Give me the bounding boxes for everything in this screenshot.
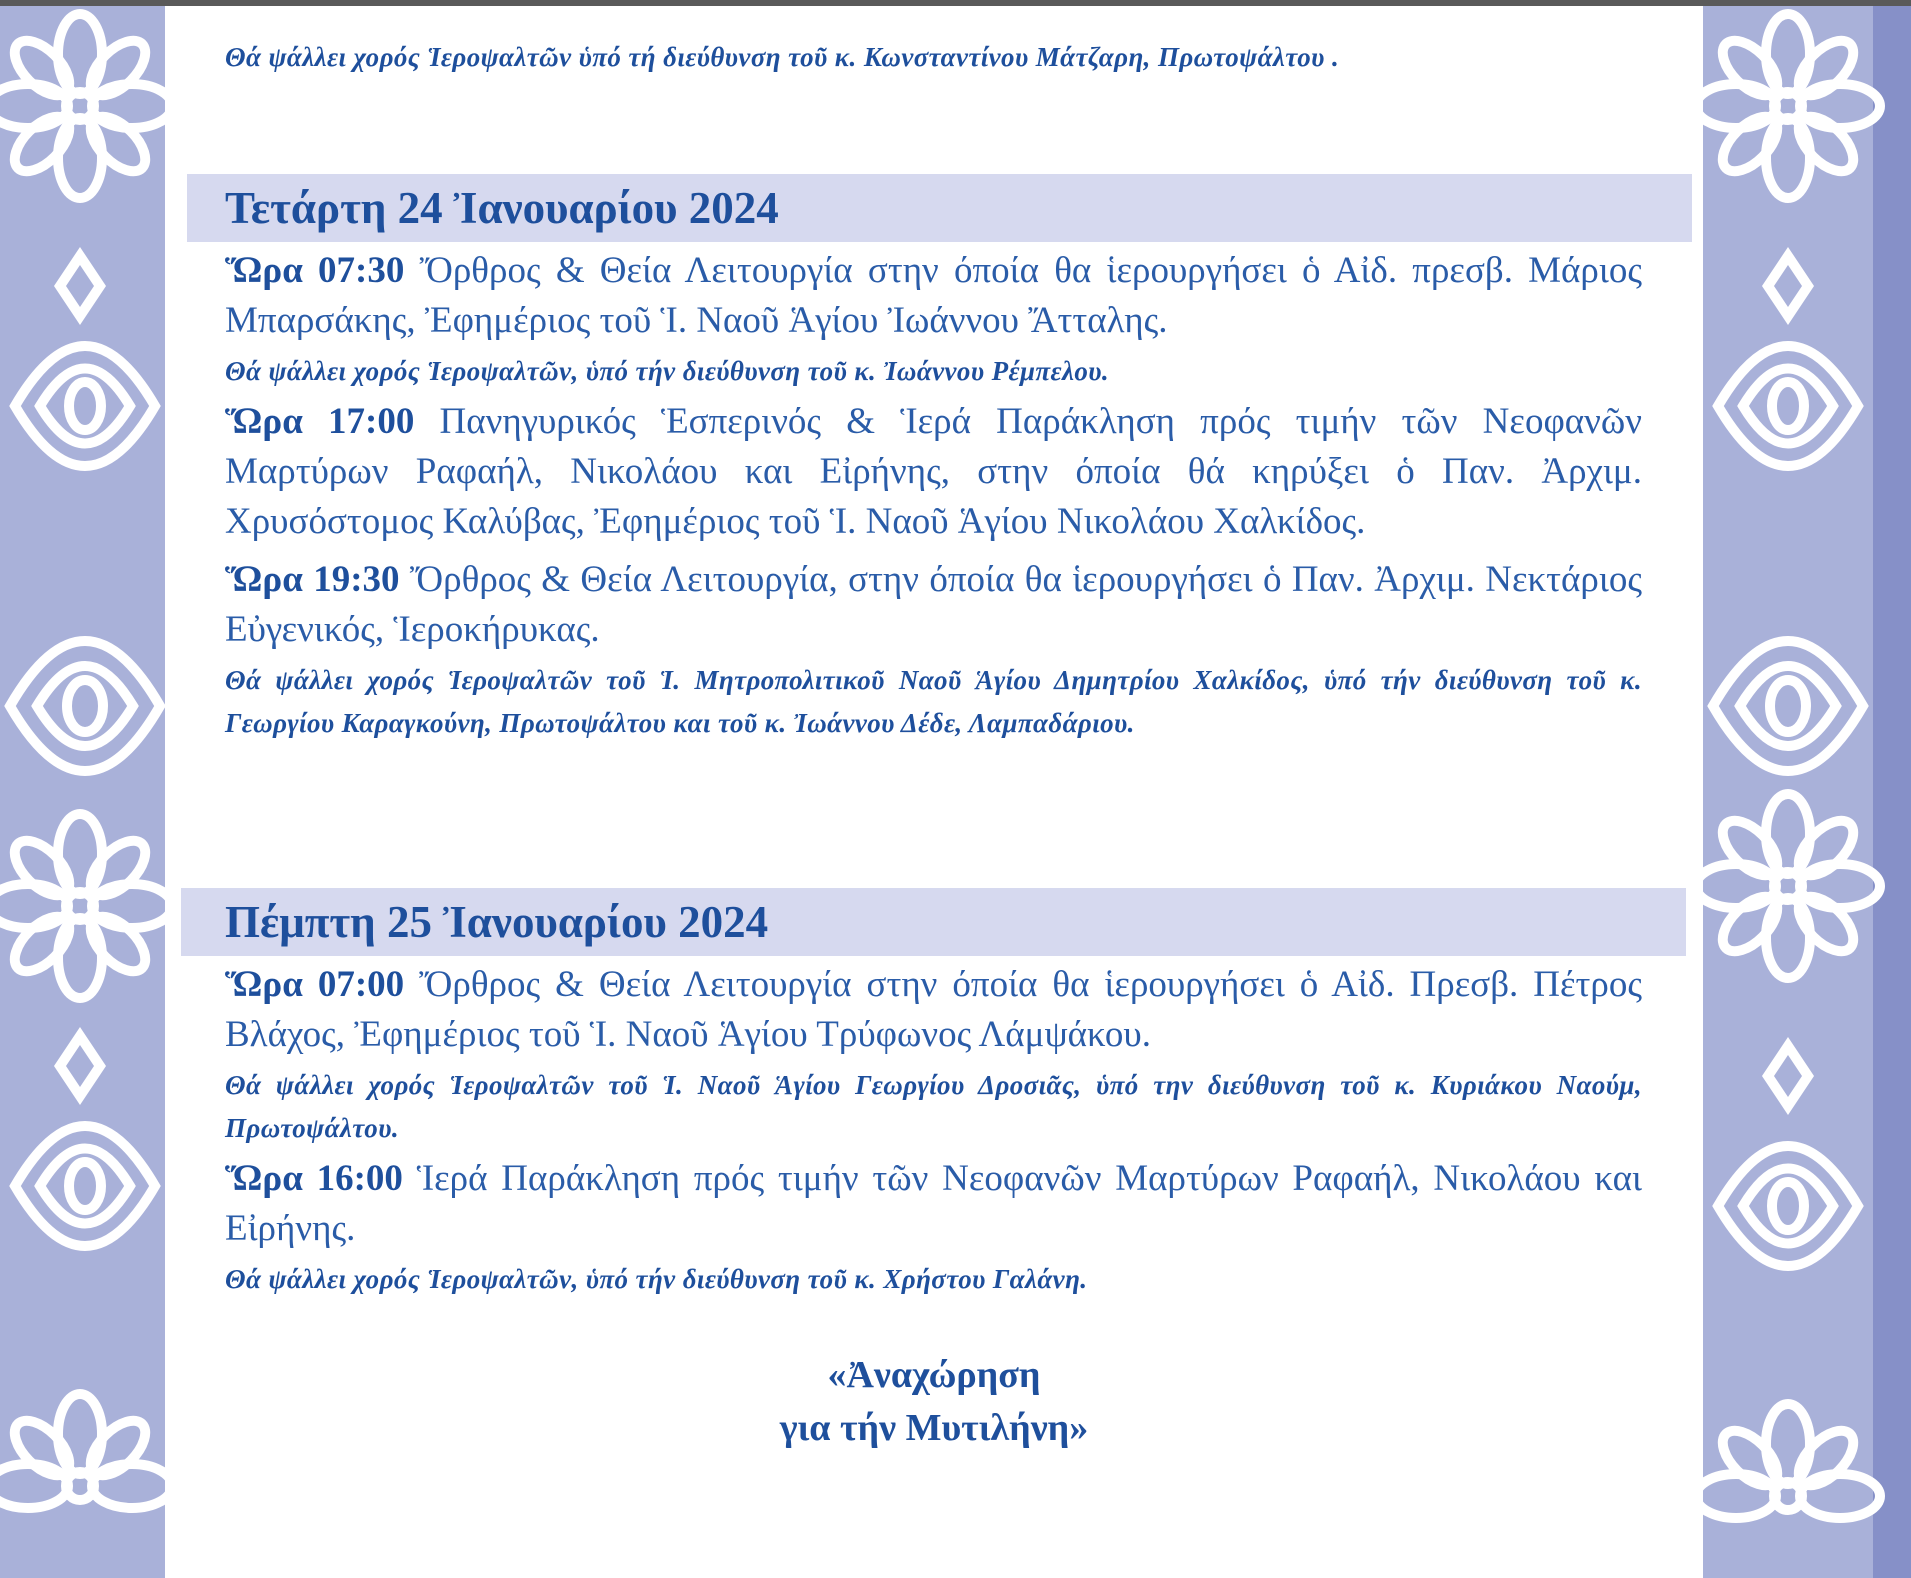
closing-line-2: για τήν Μυτιλήνη»	[779, 1407, 1089, 1449]
right-decorative-border	[1703, 6, 1911, 1578]
entry-choir-note: Θά ψάλλει χορός Ἱεροψαλτῶν, ὑπό τήν διεύθυνση τοῦ κ. Ἰωάννου Ρέμπελου.	[225, 356, 1110, 386]
entry-choir-note: Θά ψάλλει χορός Ἱεροψαλτῶν τοῦ Ἱ. Μητροπολιτικοῦ Ναοῦ Ἁγίου Δημητρίου Χαλκίδος, ὑπό τήν διεύθυνση τοῦ κ. Γεωργίου Καραγκούνη, Πρωτοψάλτου και τοῦ κ. Ἰωάννου Δέδε, Λαμπαδάριου.	[225, 665, 1642, 738]
entry-time: Ὥρα 07:30	[225, 250, 405, 291]
entry-choir-note: Θά ψάλλει χορός Ἱεροψαλτῶν, ὑπό τήν διεύθυνση τοῦ κ. Χρήστου Γαλάνη.	[225, 1264, 1088, 1294]
entry-text: Ὄρθρος & Θεία Λειτουργία, στην όποία θα ἱερουργήσει ὁ Παν. Ἀρχιμ. Νεκτάριος Εὐγενικός, Ἱεροκήρυκας.	[225, 559, 1642, 650]
schedule-entry	[225, 555, 1642, 655]
entry-text: Πανηγυρικός Ἑσπερινός & Ἱερά Παράκληση πρός τιμήν τῶν Νεοφανῶν Μαρτύρων Ραφαήλ, Νικολάου και Εἰρήνης, στην όποία θά κηρύξει ὁ Παν. Ἀρχιμ. Χρυσόστομος Καλύβας, Ἐφημέριος τοῦ Ἱ. Ναοῦ Ἁγίου Νικολάου Χαλκίδος.	[225, 401, 1642, 542]
schedule-entry	[225, 397, 1642, 547]
entry-text: Ὄρθρος & Θεία Λειτουργία στην όποία θα ἱερουργήσει ὁ Αἰδ. Πρεσβ. Πέτρος Βλάχος, Ἐφημέριος τοῦ Ἱ. Ναοῦ Ἁγίου Τρύφωνος Λάμψάκου.	[225, 964, 1642, 1055]
intro-section	[225, 36, 1642, 79]
entry-time: Ὥρα 17:00	[225, 401, 415, 442]
flower-eye-pattern-icon	[0, 6, 165, 1578]
schedule-content	[165, 6, 1703, 1578]
entry-choir-note: Θά ψάλλει χορός Ἱεροψαλτῶν τοῦ Ἱ. Ναοῦ Ἁγίου Γεωργίου Δροσιᾶς, ὑπό την διεύθυνση τοῦ κ. Κυριάκου Ναούμ, Πρωτοψάλτου.	[225, 1070, 1642, 1143]
left-decorative-border	[0, 6, 165, 1578]
date-heading-day-1: Τετάρτη 24 Ἰανουαρίου 2024	[225, 183, 779, 233]
day-2-schedule	[225, 960, 1642, 1301]
schedule-entry	[225, 960, 1642, 1060]
schedule-entry	[225, 1154, 1642, 1254]
schedule-entry	[225, 246, 1642, 346]
intro-choir-note: Θά ψάλλει χορός Ἱεροψαλτῶν ὑπό τή διεύθυνση τοῦ κ. Κωνσταντίνου Μάτζαρη, Πρωτοψάλτου .	[225, 42, 1340, 72]
entry-time: Ὥρα 19:30	[225, 559, 400, 600]
entry-text: Ἱερά Παράκληση πρός τιμήν τῶν Νεοφανῶν Μαρτύρων Ραφαήλ, Νικολάου και Εἰρήνης.	[225, 1158, 1643, 1249]
entry-text: Ὄρθρος & Θεία Λειτουργία στην όποία θα ἱερουργήσει ὁ Αἰδ. πρεσβ. Μάριος Μπαρσάκης, Ἐφημέριος τοῦ Ἱ. Ναοῦ Ἁγίου Ἰωάννου Ἄτταλης.	[225, 250, 1643, 341]
date-heading-day-2: Πέμπτη 25 Ἰανουαρίου 2024	[225, 897, 769, 947]
flower-eye-pattern-icon	[1703, 6, 1911, 1578]
entry-time: Ὥρα 16:00	[225, 1158, 403, 1199]
entry-time: Ὥρα 07:00	[225, 964, 405, 1005]
closing-line-1: «Ἀναχώρηση	[827, 1354, 1041, 1396]
day-1-schedule	[225, 246, 1642, 745]
